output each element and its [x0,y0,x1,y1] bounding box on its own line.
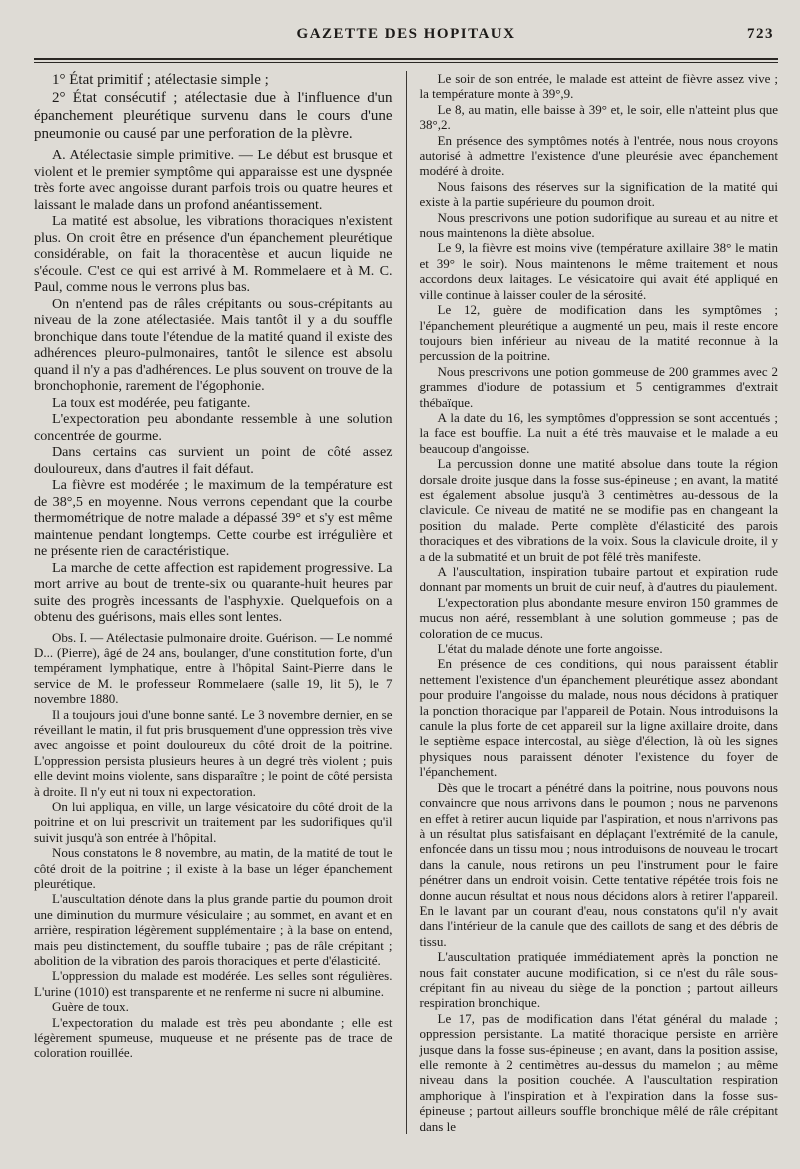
list-item: 1° État primitif ; atélectasie simple ; [52,72,269,88]
paragraph: La matité est absolue, les vibrations thoraciques n'existent plus. On croit être en présence d'un épanchement pleurétique considérable, on fait la thoracentèse et aucun liquide ne s'écoule. C'est ce qui est arrivé à M. Rommelaere et à M. C. Paul, comme nous le verrons plus bas. [34,213,393,295]
case-paragraph: Nous prescrivons une potion gommeuse de 200 grammes avec 2 grammes d'iodure de potassium et 5 centigrammes d'extrait thébaïque. [419,363,778,410]
case-paragraph: L'expectoration du malade est très peu abondante ; elle est légèrement spumeuse, muqueuse et ne présente pas de trace de coloration rouillée. [34,1014,393,1061]
text-columns [34,71,778,1134]
list-item: 2° État consécutif ; atélectasie due à l'influence d'un épanchement pleurétique survenu dans le cours d'une pneumonie ou causé par une perforation de la plèvre. [34,90,393,142]
header-rule [34,58,778,60]
paragraph: On n'entend pas de râles crépitants ou sous-crépitants au niveau de la zone atélectasiée. Mais tantôt il y a du souffle bronchique dans toute l'étendue de la matité quand il existe des adhérences pleuro-pulmonaires, tantôt le silence est absolu quand il n'y a pas d'adhérences. Le plus souvent on trouve de la bronchophonie, rarement de l'égophonie. [34,295,393,394]
case-paragraph: Le 12, guère de modification dans les symptômes ; l'épanchement pleurétique a augmenté un peu, mais il reste encore toujours bien inférieur au niveau de la matité reconnue à la percussion de la poitrine. [419,302,778,364]
case-paragraph: L'expectoration plus abondante mesure environ 150 grammes de mucus non aéré, ressemblant à une solution gommeuse ; pas de coloration de ce mucus. [419,594,778,641]
paragraph: L'expectoration peu abondante ressemble à une solution concentrée de gourme. [34,411,393,444]
paragraph: La fièvre est modérée ; le maximum de la température est de 38°,5 en moyenne. Nous verrons cependant que la courbe thermométrique de notre malade a dépassé 39° et s'y est même maintenue pendant longtemps. Cette courbe est irrégulière et ne présente rien de caractéristique. [34,477,393,559]
case-paragraph: En présence des symptômes notés à l'entrée, nous nous croyons autorisé à admettre l'existence d'une pleurésie avec épanchement modéré à droite. [419,132,778,179]
case-paragraph: L'oppression du malade est modérée. Les selles sont régulières. L'urine (1010) est transparente et ne renferme ni sucre ni albumine. [34,968,393,999]
case-paragraph: L'état du malade dénote une forte angoisse. [437,641,663,657]
left-column [34,71,393,1134]
case-paragraph: Nous constatons le 8 novembre, au matin, de la matité de tout le côté droit de la poitrine ; il existe à la base un léger épanchement pleurétique. [34,845,393,891]
case-paragraph: Le 8, au matin, elle baisse à 39° et, le soir, elle n'atteint plus que 38°,2. [419,101,778,133]
case-paragraph: Dès que le trocart a pénétré dans la poitrine, nous pouvons nous convaincre que nous arrivons dans le poumon ; nous ne parvenons en effet à retirer aucun liquide par l'aspiration, et nous n'arrivons pas à un résultat plus satisfaisant en déplaçant l'extrémité de la canule, enfoncée dans un tissu mou ; nous introduisons de nouveau le trocart dans la canule, nous retirons un peu l'instrument pour le faire pénétrer dans un endroit voisin. Cette tentative répétée trois fois ne donne aucun résultat et nous nous décidons alors à retirer l'appareil. En le lavant par un courant d'eau, nous constatons qu'il n'y avait dans l'intérieur de la canule que des caillots de sang et des débris de tissu. [419,779,779,949]
case-paragraph: La percussion donne une matité absolue dans toute la région dorsale droite jusque dans la fosse sus-épineuse ; en avant, la matité est également absolue jusqu'à 3 centimètres au-dessous de la clavicule. Ce niveau de matité ne se modifie pas en changeant la position du malade. Perte complète d'élasticité des parois thoraciques et des vibrations de la voix. Sous la clavicule droite, il y a de la submatité et un bruit de pot fêlé très manifeste. [419,456,778,564]
paragraph: Dans certains cas survient un point de côté assez douloureux, dans d'autres il fait défaut. [34,444,393,477]
case-paragraph: Le soir de son entrée, le malade est atteint de fièvre assez vive ; la température monte à 39°,9. [419,71,778,102]
case-paragraph: On lui appliqua, en ville, un large vésicatoire du côté droit de la poitrine et on lui prescrivit un traitement par les sudorifiques qu'il suivit jusqu'à son entrée à l'hôpital. [34,798,393,845]
right-column [420,71,779,1134]
case-paragraph: Il a toujours joui d'une bonne santé. Le 3 novembre dernier, en se réveillant le matin, il fut pris brusquement d'une oppression très vive avec angoisse et point douloureux du côté droit de la poitrine. L'oppression persista plusieurs heures à un degré très violent ; puis elle devint moins violente, sans disparaître ; le point de côté persista à droite. Il n'y eut ni toux ni expectoration. [34,706,393,799]
paragraph: La marche de cette affection est rapidement progressive. La mort arrive au bout de trente-six ou quarante-huit heures par suite des progrès incessants de l'asphyxie. Quelquefois on a obtenu des guérisons, mais elles sont lentes. [34,559,393,625]
page-header [34,26,778,52]
case-paragraph: A l'auscultation, inspiration tubaire partout et expiration rude donnant par moments un bruit de cuir neuf, à d'autres du piaulement. [419,564,778,595]
case-paragraph: A la date du 16, les symptômes d'oppression se sont accentués ; la face est bouffie. La nuit a été très mauvaise et le malade a eu beaucoup d'angoisse. [419,409,778,456]
case-paragraph: L'auscultation dénote dans la plus grande partie du poumon droit une diminution du murmure vésiculaire ; au sommet, en avant et en arrière, respiration légèrement supplémentaire ; à la base on entend, mais peu distinctement, du souffle tubaire ; pas de râle crépitant ; abolition de la vibration des parois thoraciques et perte d'élasticité. [34,891,393,969]
case-paragraph: Nous faisons des réserves sur la signification de la matité qui existe à la partie supérieure du poumon droit. [419,178,778,210]
case-paragraph: Obs. I. — Atélectasie pulmonaire droite. Guérison. — Le nommé D... (Pierre), âgé de 24 ans, boulanger, d'une constitution forte, d'un tempérament lymphatique, entre à l'hôpital Saint-Pierre dans le service de M. le professeur Rommelaere (salle 19, lit 5), le 7 novembre 1880. [34,629,393,707]
case-paragraph: Le 17, pas de modification dans l'état général du malade ; oppression persistante. La matité thoracique persiste en arrière jusque dans la fosse sus-épineuse ; en avant, dans la position assise, elle remonte à 2 centimètres au-dessus du mamelon ; au même niveau dans la position couchée. A l'auscultation respiration amphorique à l'inspiration et à l'expiration dans la fosse sus-épineuse ; partout ailleurs souffle bronchique mêlé de râle crépitant dans le [419,1010,778,1134]
header-rule-thin [34,62,778,63]
case-paragraph: L'auscultation pratiquée immédiatement après la ponction ne nous fait constater aucune modification, si ce n'est du râle sous-crépitant fin au niveau du siège de la ponction ; partout ailleurs respiration bronchique. [419,949,778,1011]
case-paragraph: Nous prescrivons une potion sudorifique au sureau et au nitre et nous maintenons la diète absolue. [419,209,778,241]
case-paragraph: Le 9, la fièvre est moins vive (température axillaire 38° le matin et 39° le soir). Nous maintenons le même traitement et nous accordons deux laitages. Le vésicatoire qui avait été appliqué en ville continue à laisser couler de la sérosité. [419,240,778,302]
case-paragraph: Guère de toux. [52,999,129,1015]
paragraph: A. Atélectasie simple primitive. — Le début est brusque et violent et le premier symptôme qui apparaisse est une dyspnée très forte avec angoisse durant parfois trois ou quatre heures et laissant le malade dans un profond anéantissement. [34,147,393,213]
paragraph: La toux est modérée, peu fatigante. [52,394,251,411]
case-paragraph: En présence de ces conditions, qui nous paraissent établir nettement l'existence d'un épanchement pleurétique assez abondant pour produire l'angoisse du malade, nous nous décidons à pratiquer la ponction thoracique par l'appareil de Potain. Nous introduisons la canule la plus forte de cet appareil sur la ligne axillaire droite, dans le septième espace intercostal, au siège d'élection, là où les signes physiques nous paraissent dénoter l'existence du foyer de l'épanchement. [419,656,778,780]
column-divider [406,71,407,1134]
journal-title: GAZETTE DES HOPITAUX [296,26,516,42]
page-number: 723 [747,26,774,42]
